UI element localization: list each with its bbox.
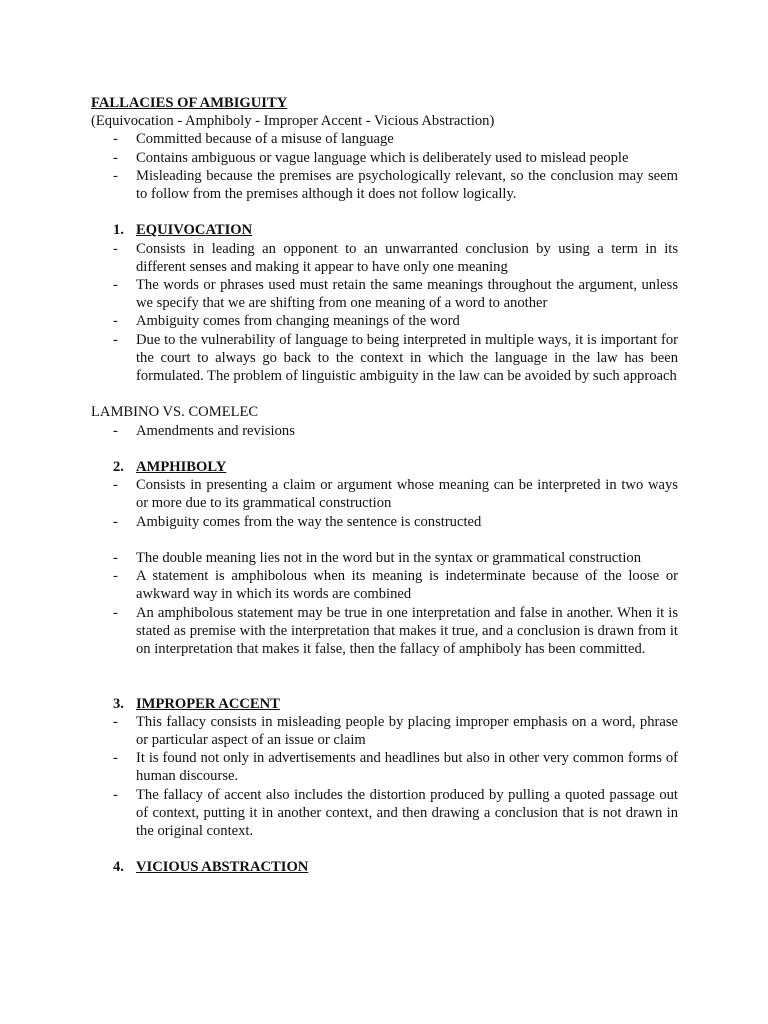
list-item: - Consists in leading an opponent to an unwarranted conclusion by using a term in its different senses and making it appear to have only one meaning xyxy=(113,240,678,275)
list-item: - An amphibolous statement may be true in one interpretation and false in another. When it is stated as premise with the interpretation that makes it true, and a conclusion is drawn from it on interpretation that makes it false, then the fallacy of amphiboly has been committed. xyxy=(113,604,678,658)
list-item: - Amendments and revisions xyxy=(113,422,295,439)
list-item: - Contains ambiguous or vague language which is deliberately used to mislead people xyxy=(113,149,629,166)
list-item: - Misleading because the premises are psychologically relevant, so the conclusion may seem to follow from the premises although it does not follow logically. xyxy=(113,167,678,203)
dash-bullet: - xyxy=(113,277,118,294)
intro-list xyxy=(91,130,678,203)
list-item: - This fallacy consists in misleading people by placing improper emphasis on a word, phrase or particular aspect of an issue or claim xyxy=(113,713,678,749)
dash-bullet: - xyxy=(113,313,118,330)
dash-bullet: - xyxy=(113,750,118,767)
dash-bullet: - xyxy=(113,331,118,348)
list-item: - The fallacy of accent also includes the distortion produced by pulling a quoted passage out of context, putting it in another context, and then drawing a conclusion that is not drawn in the original context. xyxy=(113,786,678,840)
list-item: - The double meaning lies not in the word but in the syntax or grammatical construction xyxy=(113,550,641,567)
list-item: - The words or phrases used must retain the same meanings throughout the argument, unless we specify that we are shifting from one meaning of a word to another xyxy=(113,277,678,312)
section-heading-improper-accent: 3. IMPROPER ACCENT xyxy=(113,695,280,712)
section-heading-vicious-abstraction: 4. VICIOUS ABSTRACTION xyxy=(113,859,309,876)
list-item: - Consists in presenting a claim or argument whose meaning can be interpreted in two ways or more due to its grammatical construction xyxy=(113,477,678,512)
case-title: LAMBINO VS. COMELEC xyxy=(91,404,259,421)
list-item: - Committed because of a misuse of language xyxy=(113,131,394,148)
dash-bullet: - xyxy=(113,422,118,439)
dash-bullet: - xyxy=(113,167,118,184)
dash-bullet: - xyxy=(113,513,118,530)
dash-bullet: - xyxy=(113,604,118,621)
dash-bullet: - xyxy=(113,131,118,148)
document-title: FALLACIES OF AMBIGUITY xyxy=(91,95,288,111)
dash-bullet: - xyxy=(113,568,118,585)
list-item: - A statement is amphibolous when its meaning is indeterminate because of the loose or awkward way in which its words are combined xyxy=(113,568,678,603)
dash-bullet: - xyxy=(113,477,118,494)
list-item: - It is found not only in advertisements and headlines but also in other very common forms of human discourse. xyxy=(113,750,678,785)
case-list xyxy=(91,422,678,440)
dash-bullet: - xyxy=(113,240,118,257)
document-page xyxy=(91,94,678,877)
list-item: - Due to the vulnerability of language to being interpreted in multiple ways, it is important for the court to always go back to the context in which the language in the law has been formulated. The problem of linguistic ambiguity in the law can be avoided by such approach xyxy=(113,331,678,385)
dash-bullet: - xyxy=(113,149,118,166)
document-subtitle: (Equivocation - Amphiboly - Improper Accent - Vicious Abstraction) xyxy=(91,113,495,130)
dash-bullet: - xyxy=(113,786,118,803)
amphiboly-list-continued xyxy=(91,549,678,658)
list-item: - Ambiguity comes from the way the sentence is constructed xyxy=(113,513,482,530)
equivocation-list xyxy=(91,240,678,386)
improper-accent-list xyxy=(91,713,678,840)
dash-bullet: - xyxy=(113,550,118,567)
amphiboly-list xyxy=(91,476,678,531)
section-heading-amphiboly: 2. AMPHIBOLY xyxy=(113,459,227,476)
dash-bullet: - xyxy=(113,713,118,730)
section-heading-equivocation: 1. EQUIVOCATION xyxy=(113,222,253,239)
list-item: - Ambiguity comes from changing meanings of the word xyxy=(113,313,460,330)
